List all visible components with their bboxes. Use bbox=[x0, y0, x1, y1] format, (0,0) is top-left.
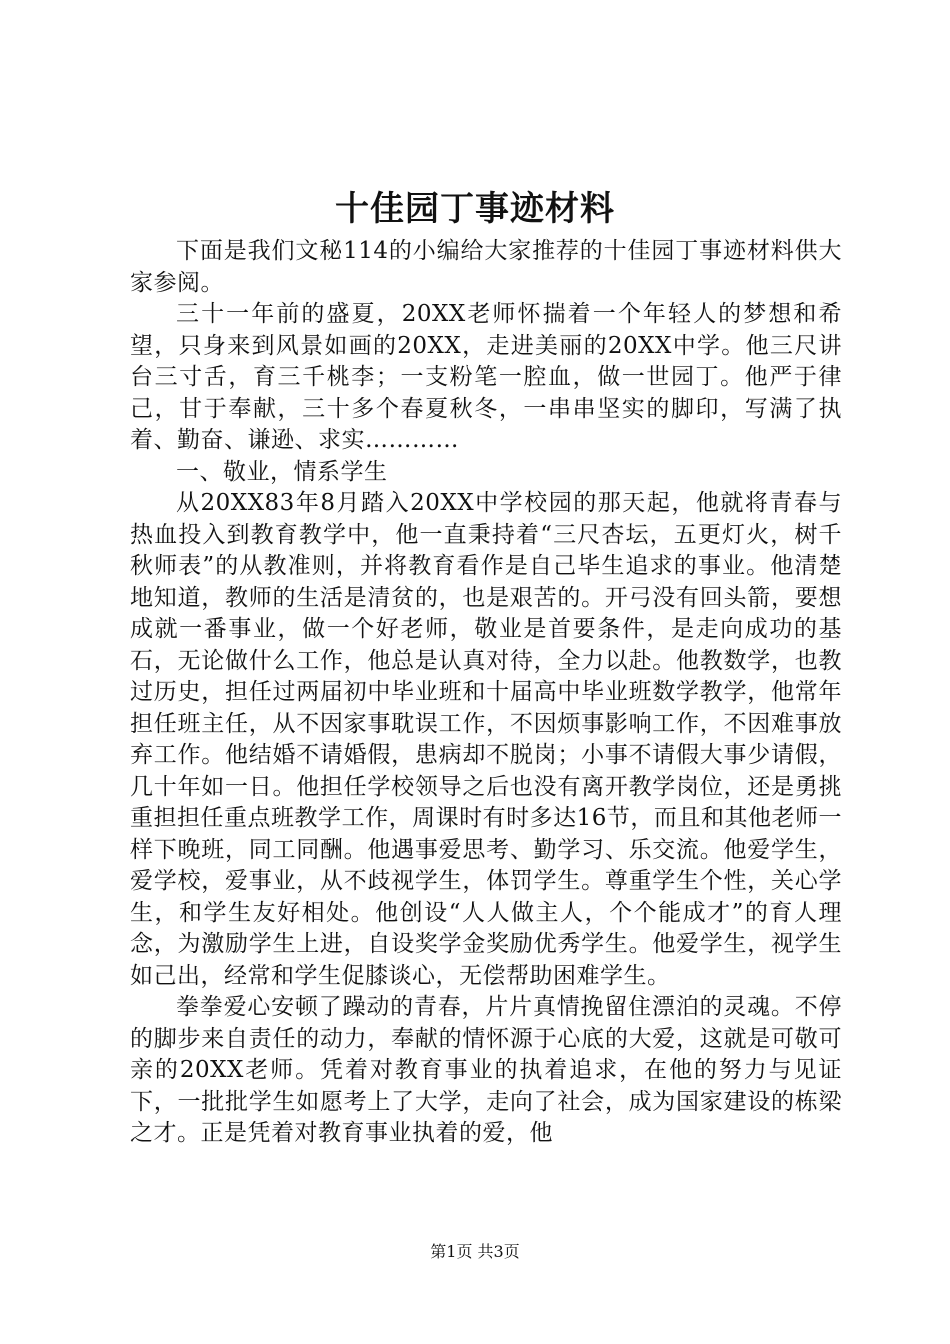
document-title: 十佳园丁事迹材料 bbox=[335, 189, 615, 229]
section-heading: 一、敬业，情系学生 bbox=[176, 458, 388, 485]
page-number-footer: 第1页 共3页 bbox=[430, 1242, 520, 1261]
closing-paragraph: 拳拳爱心安顿了躁动的青春，片片真情挽留住漂泊的灵魂。不停的脚步来自责任的动力，奉献的情怀源于心底的大爱，这就是可敬可亲的20XX老师。凭着对教育事业的执着追求，在他的努力与见证下，一批批学生如愿考上了大学，走向了社会，成为国家建设的栋梁之才。正是凭着对教育事业执着的爱，他 bbox=[130, 994, 842, 1146]
intro-paragraph: 下面是我们文秘114的小编给大家推荐的十佳园丁事迹材料供大家参阅。 bbox=[130, 238, 842, 296]
dedication-paragraph: 从20XX83年8月踏入20XX中学校园的那天起，他就将青春与热血投入到教育教学中，他一直秉持着“三尺杏坛，五更灯火，树千秋师表”的从教准则，并将教育看作是自己毕生追求的事业。他清楚地知道，教师的生活是清贫的，也是艰苦的。开弓没有回头箭，要想成就一番事业，做一个好老师，敬业是首要条件，是走向成功的基石，无论做什么工作，他总是认真对待，全力以赴。他教数学，也教过历史，担任过两届初中毕业班和十届高中毕业班数学教学，他常年担任班主任，从不因家事耽误工作，不因烦事影响工作，不因难事放弃工作。他结婚不请婚假，患病却不脱岗；小事不请假大事少请假，几十年如一日。他担任学校领导之后也没有离开教学岗位，还是勇挑重担担任重点班教学工作，周课时有时多达16节，而且和其他老师一样下晚班，同工同酬。他遇事爱思考、勤学习、乐交流。他爱学生，爱学校，爱事业，从不歧视学生，体罚学生。尊重学生个性，关心学生，和学生友好相处。他创设“人人做主人，个个能成才”的育人理念，为激励学生上进，自设奖学金奖励优秀学生。他爱学生，视学生如己出，经常和学生促膝谈心，无偿帮助困难学生。 bbox=[130, 490, 842, 989]
document-body bbox=[130, 236, 842, 1150]
background-paragraph: 三十一年前的盛夏，20XX老师怀揣着一个年轻人的梦想和希望，只身来到风景如画的20XX，走进美丽的20XX中学。他三尺讲台三寸舌，育三千桃李；一支粉笔一腔血，做一世园丁。他严于律己，甘于奉献，三十多个春夏秋冬，一串串坚实的脚印，写满了执着、勤奋、谦逊、求实………… bbox=[130, 301, 842, 453]
